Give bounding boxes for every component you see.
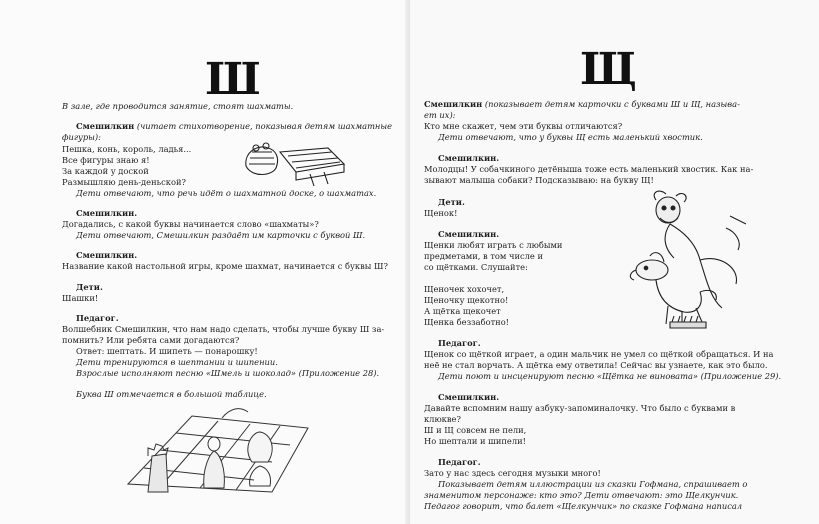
speaker-label: Смешилкин. (438, 392, 500, 402)
text-line: зывают малыша собаки? Подсказываю: на букву Щ! (424, 175, 654, 185)
text-line: клюкве? (424, 414, 461, 424)
text-line: Дети отвечают, Смешилкин раздаёт им карточки с буквой Ш. (76, 230, 366, 240)
text-line: Ответ: шептать. И шипеть — понарошку! (76, 346, 258, 356)
speaker-label: Педагог. (438, 457, 481, 467)
speaker-label: Смешилкин. (438, 229, 500, 239)
text-line: Щенок! (424, 208, 458, 218)
poem-line: Щенка беззаботно! (424, 317, 510, 327)
speaker-label: Смешилкин. (76, 208, 138, 218)
text-line: Давайте вспомним нашу азбуку-запоминалочку. Что было с буквами в (424, 403, 736, 413)
left-page (0, 0, 409, 524)
puppy-brush-illustration (610, 188, 760, 338)
text-line: Дети отвечают, что речь идёт о шахматной доске, о шахматах. (76, 188, 377, 198)
text-line: ет их): (424, 110, 456, 120)
text-line: Дети поют и инсценируют песню «Щётка не виновата» (Приложение 29). (438, 371, 782, 381)
text-line: Зато у нас здесь сегодня музыки много! (424, 468, 601, 478)
speaker-label: Дети. (438, 197, 465, 207)
chessboard-illustration (122, 388, 312, 494)
poem-line: А щётка щекочет (424, 306, 501, 316)
letter-heading: Щ (580, 44, 637, 95)
text-line: Щенок со щёткой играет, а один мальчик не умел со щёткой обращаться. И на (424, 349, 774, 359)
text-line: Все фигуры знаю я! (62, 155, 150, 165)
text-line: Ш и Щ совсем не пели, (424, 425, 527, 435)
text-line: Показывает детям иллюстрации из сказки Гофмана, спрашивает о (438, 479, 748, 489)
speaker-label: Дети. (76, 282, 103, 292)
text-line: Размышляю день-деньской? (62, 177, 186, 187)
text-line: Шашки! (62, 293, 99, 303)
text-line: Кто мне скажет, чем эти буквы отличаются? (424, 121, 623, 131)
right-page (410, 0, 819, 524)
speaker-label: Смешилкин. (438, 153, 500, 163)
text-line: со щётками. Слушайте: (424, 262, 528, 272)
text-line: Пешка, конь, король, ладья... (62, 144, 192, 154)
text-line: В зале, где проводится занятие, стоят шахматы. (62, 101, 294, 111)
text-line: Смешилкин (читает стихотворение, показывая детям шахматные (76, 121, 393, 131)
text-line: За каждой у доской (62, 166, 149, 176)
text-line: Педагог говорит, что балет «Щелкунчик» по сказке Гофмана написал (424, 501, 743, 511)
text-line: Догадались, с какой буквы начинается слово «шахматы»? (62, 219, 319, 229)
speaker-label: Педагог. (438, 338, 481, 348)
text-line: Молодцы! У собачкиного детёныша тоже есть маленький хвостик. Как на- (424, 164, 754, 174)
text-line: Буква Ш отмечается в большой таблице. (76, 389, 267, 399)
text-line: фигуры): (62, 132, 101, 142)
text-line: Взрослые исполняют песню «Шмель и шоколад» (Приложение 28). (76, 368, 380, 378)
chess-book-illustration (240, 128, 350, 190)
text-line: Волшебник Смешилкин, что нам надо сделать, чтобы лучше букву Ш за- (62, 324, 385, 334)
text-line: Название какой настольной игры, кроме шахмат, начинается с буквы Ш? (62, 261, 388, 271)
text-line: предметами, в том числе и (424, 251, 544, 261)
speaker-label: Педагог. (76, 313, 119, 323)
text-line: Дети отвечают, что у буквы Щ есть маленький хвостик. (438, 132, 703, 142)
text-line: Дети тренируются в шептании и шипении. (76, 357, 278, 367)
text-line: помнить? Или ребята сами догадаются? (62, 335, 240, 345)
text-line: Но шептали и шипели! (424, 436, 526, 446)
text-line: знаменитом персонаже: кто это? Дети отвечают: это Щелкунчик. (424, 490, 739, 500)
speaker-label: Смешилкин. (76, 250, 138, 260)
text-line: Смешилкин (показывает детям карточки с буквами Ш и Щ, называ- (424, 99, 740, 109)
text-line: Щенки любят играть с любыми (424, 240, 563, 250)
text-line: неё не стал ворчать. А щётка ему ответила! Сейчас вы узнаете, как это было. (424, 360, 768, 370)
poem-line: Щеночку щекотно! (424, 295, 509, 305)
letter-heading: Ш (205, 54, 261, 105)
poem-line: Щеночек хохочет, (424, 284, 505, 294)
